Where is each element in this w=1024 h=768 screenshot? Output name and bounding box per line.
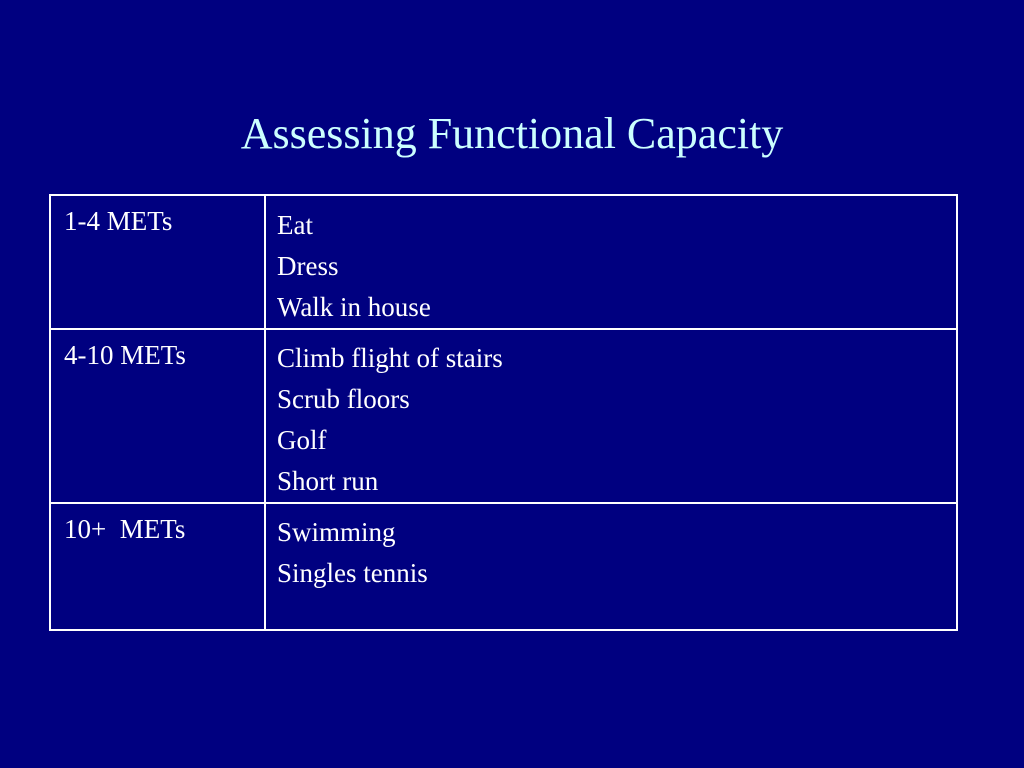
activity-item: Short run [277,466,379,496]
met-level-label: 1-4 METs [64,206,173,236]
table-row [50,329,957,503]
met-level-label: 4-10 METs [64,340,186,370]
activity-item: Singles tennis [277,558,428,588]
activities-cell [265,503,957,630]
met-level-cell [50,329,265,503]
slide-title: Assessing Functional Capacity [240,109,784,158]
activity-item: Scrub floors [277,384,410,414]
met-level-cell [50,503,265,630]
met-level-label: 10+ METs [64,514,186,544]
activity-item: Golf [277,425,327,455]
activities-cell [265,195,957,329]
activities-cell [265,329,957,503]
activity-item: Eat [277,210,313,240]
activity-item: Swimming [277,517,396,547]
table-row [50,503,957,630]
functional-capacity-table [49,194,958,631]
activity-item: Walk in house [277,292,431,322]
table-row [50,195,957,329]
activity-item: Climb flight of stairs [277,343,503,373]
met-level-cell [50,195,265,329]
activity-item: Dress [277,251,339,281]
